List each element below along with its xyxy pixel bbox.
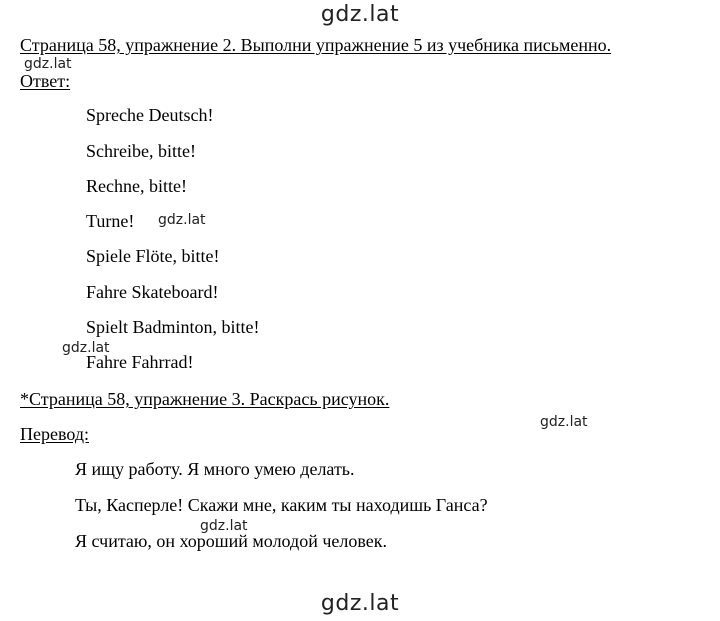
answer-line-8: Fahre Fahrrad! [86,352,194,372]
watermark-small-3: gdz.lat [62,340,110,356]
answer-line-6: Fahre Skateboard! [86,282,219,302]
watermark-small-4: gdz.lat [540,414,588,430]
answer-line-1: Spreche Deutsch! [86,105,214,125]
translation-line-1: Я ищу работу. Я много умею делать. [75,459,355,479]
answer-line-4: Turne! [86,211,135,231]
watermark-bottom: gdz.lat [320,591,400,616]
answer-line-3: Rechne, bitte! [86,176,187,196]
answer-line-5: Spiele Flöte, bitte! [86,246,220,266]
section1-heading: Страница 58, упражнение 2. Выполни упражнение 5 из учебника письменно. [20,35,612,55]
answer-line-2: Schreibe, bitte! [86,141,196,161]
translation-label: Перевод: [20,424,89,444]
watermark-small-2: gdz.lat [158,212,206,228]
answer-label: Ответ: [20,71,71,91]
watermark-small-5: gdz.lat [200,518,248,534]
watermark-small-1: gdz.lat [24,56,72,72]
translation-line-3: Я считаю, он хороший молодой человек. [75,531,387,551]
translation-line-2: Ты, Касперле! Скажи мне, каким ты находишь Ганса? [75,495,488,515]
section2-heading: *Страница 58, упражнение 3. Раскрась рисунок. [20,389,390,409]
answer-line-7: Spielt Badminton, bitte! [86,317,260,337]
watermark-top: gdz.lat [320,2,400,27]
